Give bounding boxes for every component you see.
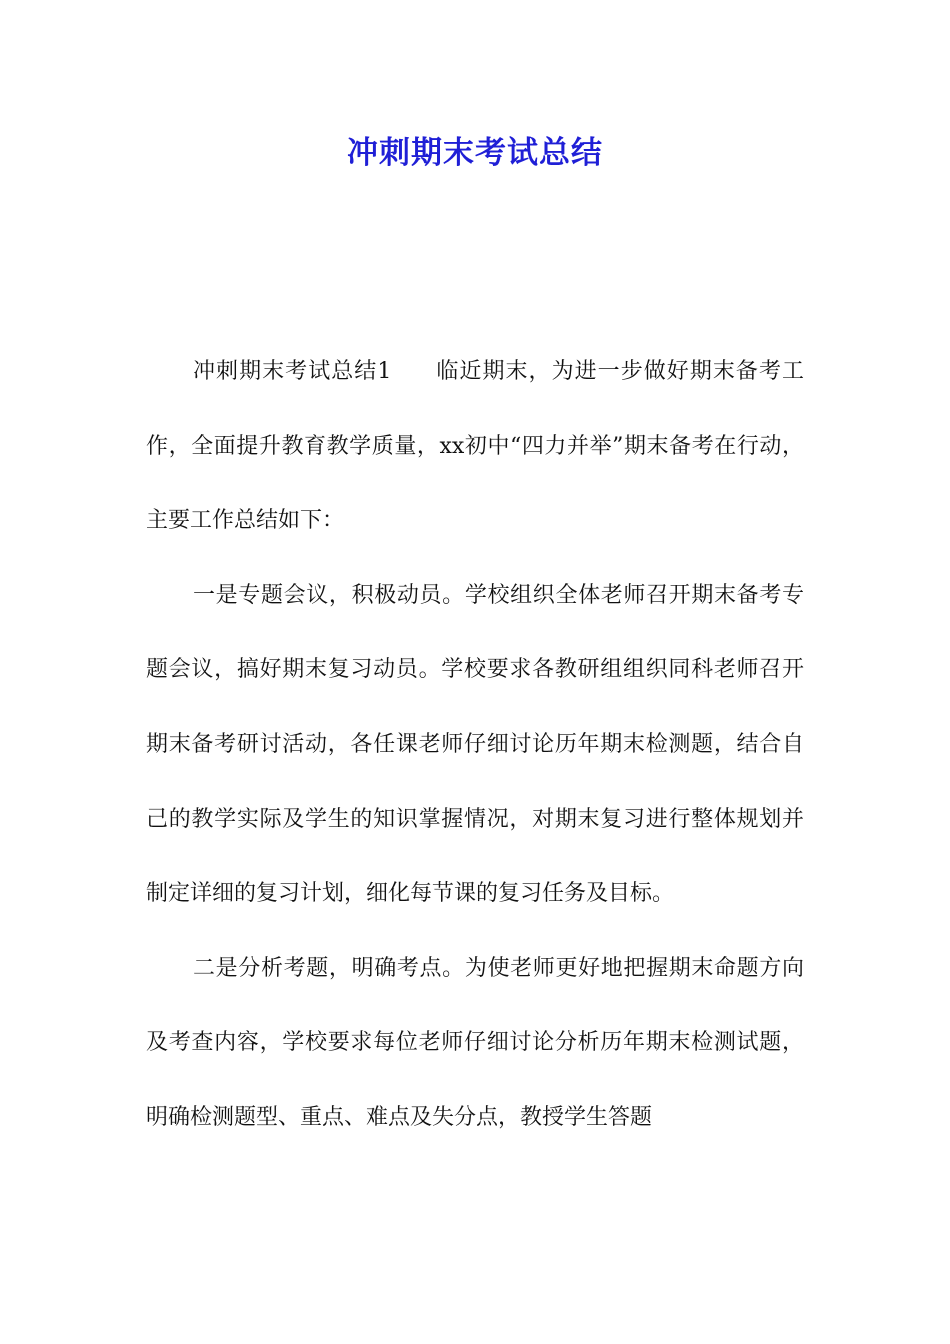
body-paragraph-2: 二是分析考题，明确考点。为使老师更好地把握期末命题方向及考查内容，学校要求每位老师仔细讨论分析历年期末检测试题，明确检测题型、重点、难点及失分点，教授学生答题: [146, 955, 804, 1130]
document-body: [146, 335, 804, 1156]
body-paragraph-1: 一是专题会议，积极动员。学校组织全体老师召开期末备考专题会议，搞好期末复习动员。学校要求各教研组组织同科老师召开期末备考研讨活动，各任课老师仔细讨论历年期末检测题，结合自己的教学实际及学生的知识掌握情况，对期末复习进行整体规划并制定详细的复习计划，细化每节课的复习任务及目标。: [146, 582, 804, 907]
intro-heading: 冲刺期末考试总结1: [193, 359, 392, 384]
intro-text: 临近期末，为进一步做好期末备考工作，全面提升教育教学质量，xx初中“四力并举”期末备考在行动，主要工作总结如下：: [146, 359, 804, 534]
document-title: 冲刺期末考试总结: [347, 135, 603, 171]
intro-paragraph: [146, 335, 804, 559]
